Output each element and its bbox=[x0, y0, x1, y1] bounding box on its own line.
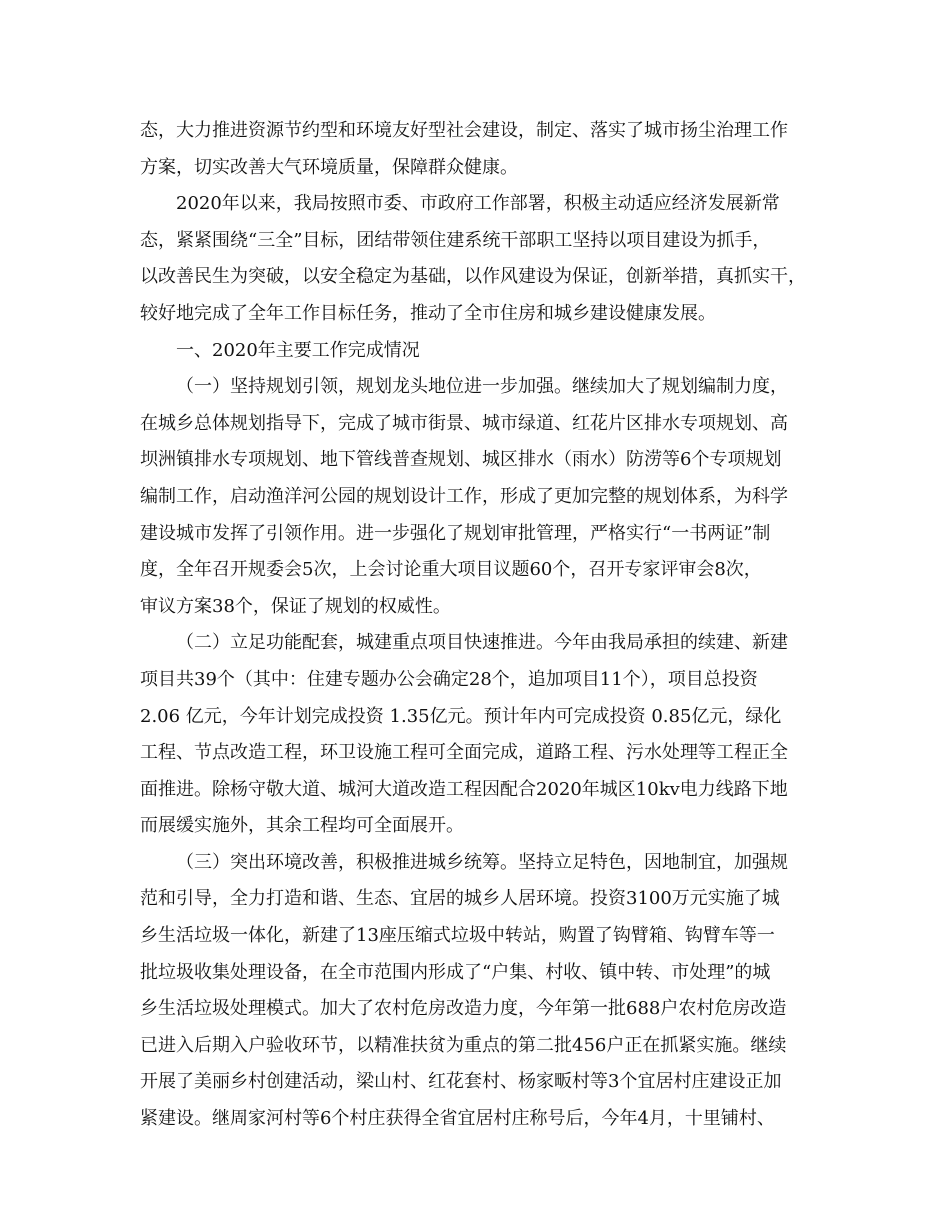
paragraph-line: 较好地完成了全年工作目标任务，推动了全市住房和城乡建设健康发展。 bbox=[140, 302, 716, 324]
paragraph-line: 2.06 亿元，今年计划完成投资 1.35亿元。预计年内可完成投资 0.85亿元，绿化 bbox=[140, 705, 782, 727]
paragraph-line: 项目共39个（其中：住建专题办公会确定28个，追加项目11个），项目总投资 bbox=[140, 668, 758, 690]
paragraph-line: 开展了美丽乡村创建活动，梁山村、红花套村、杨家畈村等3个宜居村庄建设正加 bbox=[140, 1071, 782, 1093]
paragraph-line: 2020年以来，我局按照市委、市政府工作部署，积极主动适应经济发展新常 bbox=[176, 193, 780, 215]
paragraph-line: 批垃圾收集处理设备，在全市范围内形成了“户集、村收、镇中转、市处理”的城 bbox=[140, 961, 771, 983]
paragraph-line: （二）立足功能配套，城建重点项目快速推进。今年由我局承担的续建、新建 bbox=[176, 632, 788, 654]
paragraph-line: 编制工作，启动渔洋河公园的规划设计工作，形成了更加完整的规划体系，为科学 bbox=[140, 485, 788, 507]
paragraph-line: 面推进。除杨守敬大道、城河大道改造工程因配合2020年城区10kv电力线路下地 bbox=[140, 778, 788, 800]
paragraph-line: 已进入后期入户验收环节，以精准扶贫为重点的第二批456户正在抓紧实施。继续 bbox=[140, 1034, 787, 1056]
paragraph-line: 乡生活垃圾处理模式。加大了农村危房改造力度，今年第一批688户农村危房改造 bbox=[140, 998, 787, 1020]
paragraph-line: 紧建设。继周家河村等6个村庄获得全省宜居村庄称号后，今年4月，十里铺村、 bbox=[140, 1108, 775, 1130]
document-body bbox=[140, 113, 820, 1138]
paragraph-line: 坝洲镇排水专项规划、地下管线普查规划、城区排水（雨水）防涝等6个专项规划 bbox=[140, 449, 782, 471]
paragraph-line: 方案，切实改善大气环境质量，保障群众健康。 bbox=[140, 156, 518, 178]
paragraph-line: 乡生活垃圾一体化，新建了13座压缩式垃圾中转站，购置了钩臂箱、钩臂车等一 bbox=[140, 925, 775, 947]
paragraph-line: 在城乡总体规划指导下，完成了城市街景、城市绿道、红花片区排水专项规划、高 bbox=[140, 412, 788, 434]
paragraph-line: （三）突出环境改善，积极推进城乡统筹。坚持立足特色，因地制宜，加强规 bbox=[176, 851, 788, 873]
paragraph-line: 度，全年召开规委会5次，上会讨论重大项目议题60个，召开专家评审会8次， bbox=[140, 559, 762, 581]
paragraph-line: （一）坚持规划引领，规划龙头地位进一步加强。继续加大了规划编制力度， bbox=[176, 376, 788, 398]
paragraph-line: 以改善民生为突破，以安全稳定为基础，以作风建设为保证，创新举措，真抓实干， bbox=[140, 266, 806, 288]
paragraph-line: 审议方案38个，保证了规划的权威性。 bbox=[140, 595, 451, 617]
paragraph-line: 建设城市发挥了引领作用。进一步强化了规划审批管理，严格实行“一书两证”制 bbox=[140, 522, 771, 544]
paragraph-line: 态，紧紧围绕“三全”目标，团结带领住建系统干部职工坚持以项目建设为抓手， bbox=[140, 229, 771, 251]
paragraph-line: 态，大力推进资源节约型和环境友好型社会建设，制定、落实了城市扬尘治理工作 bbox=[140, 120, 788, 141]
paragraph-line: 范和引导，全力打造和谐、生态、宜居的城乡人居环境。投资3100万元实施了城 bbox=[140, 888, 780, 910]
paragraph-line: 工程、节点改造工程，环卫设施工程可全面完成，道路工程、污水处理等工程正全 bbox=[140, 742, 788, 764]
paragraph-line: 而展缓实施外，其余工程均可全面展开。 bbox=[140, 815, 464, 837]
section-heading: 一、2020年主要工作完成情况 bbox=[176, 339, 420, 361]
